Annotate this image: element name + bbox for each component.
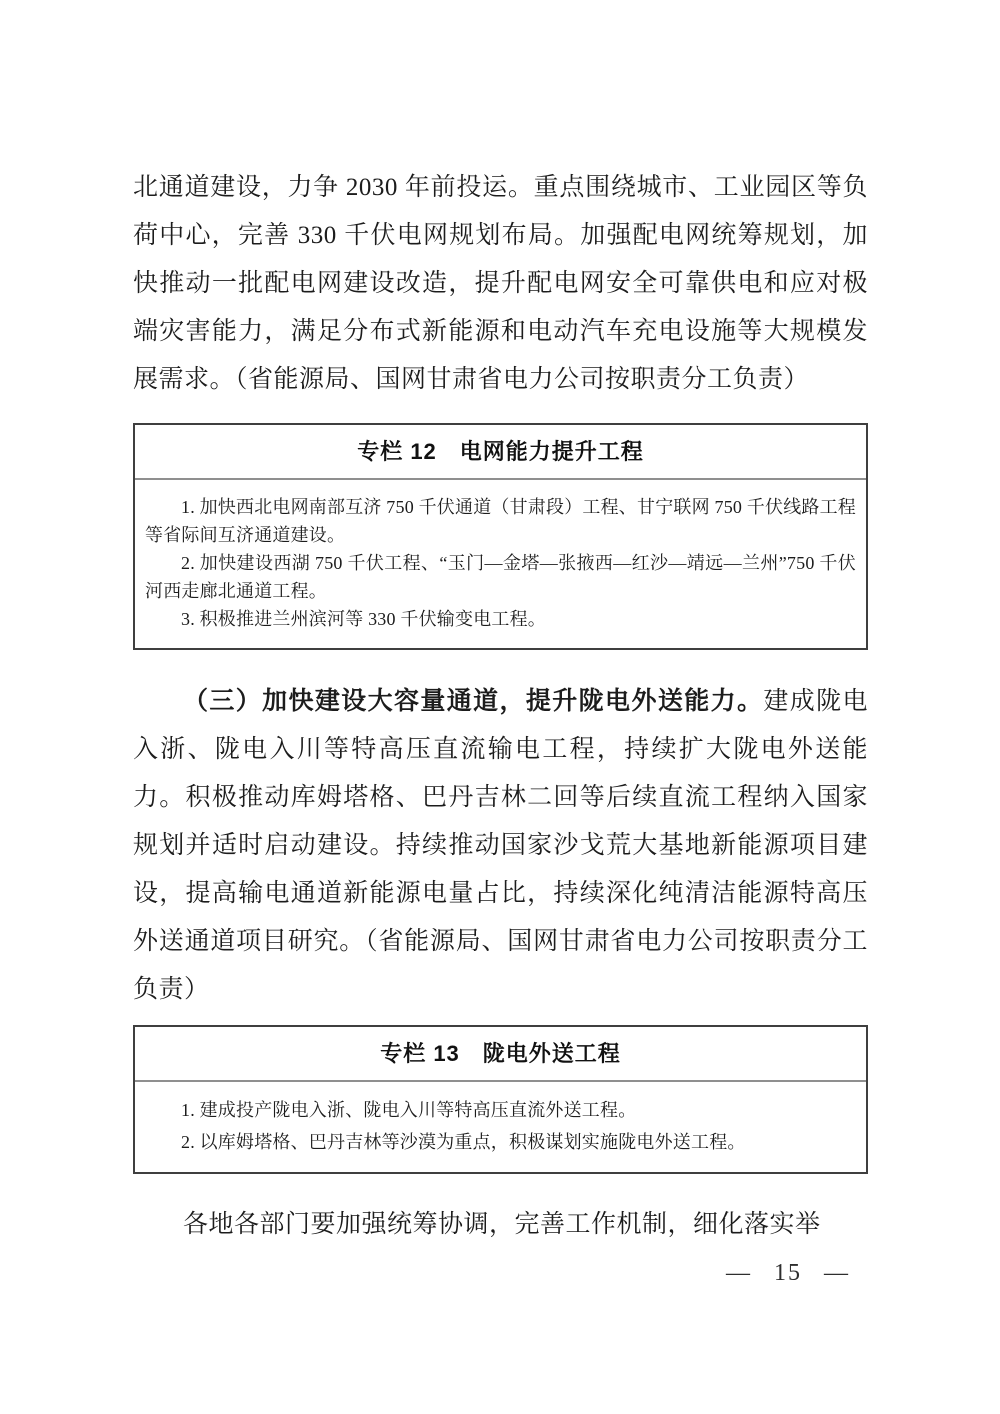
feature-box-12-body — [135, 480, 866, 648]
feature-box-13-title: 专栏 13 陇电外送工程 — [135, 1027, 866, 1082]
feature-box-13-item-1: 1. 建成投产陇电入浙、陇电入川等特高压直流外送工程。 — [181, 1100, 637, 1120]
paragraph-section-3-body: 建成陇电入浙、陇电入川等特高压直流输电工程，持续扩大陇电外送能力。积极推动库姆塔格、巴丹吉林二回等后续直流工程纳入国家规划并适时启动建设。持续推动国家沙戈荒大基地新能源项目建设，提高输电通道新能源电量占比，持续深化纯清洁能源特高压外送通道项目研究。（省能源局、国网甘肃省电力公司按职责分工负责） — [133, 688, 868, 1003]
feature-box-12 — [133, 423, 868, 650]
feature-box-12-item-3: 3. 积极推进兰州滨河等 330 千伏输变电工程。 — [181, 609, 546, 629]
feature-box-13-item-2: 2. 以库姆塔格、巴丹吉林等沙漠为重点，积极谋划实施陇电外送工程。 — [181, 1132, 746, 1152]
paragraph-grid-planning: 北通道建设，力争 2030 年前投运。重点围绕城市、工业园区等负荷中心，完善 330 千伏电网规划布局。加强配电网统筹规划，加快推动一批配电网建设改造，提升配电网安全可靠供电和应对极端灾害能力，满足分布式新能源和电动汽车充电设施等大规模发展需求。（省能源局、国网甘肃省电力公司按职责分工负责） — [133, 174, 868, 393]
page-number: — 15 — — [726, 1260, 850, 1286]
feature-box-13-body — [135, 1082, 866, 1172]
paragraph-section-3-heading: （三）加快建设大容量通道，提升陇电外送能力。 — [183, 688, 764, 715]
feature-box-12-item-2: 2. 加快建设西湖 750 千伏工程、“玉门—金塔—张掖西—红沙—靖远—兰州”750 千伏河西走廊北通道工程。 — [145, 553, 856, 601]
feature-box-12-title: 专栏 12 电网能力提升工程 — [135, 425, 866, 480]
feature-box-12-item-1: 1. 加快西北电网南部互济 750 千伏通道（甘肃段）工程、甘宁联网 750 千伏线路工程等省际间互济通道建设。 — [145, 497, 856, 545]
feature-box-13 — [133, 1025, 868, 1174]
paragraph-section-3 — [133, 678, 868, 1014]
closing-paragraph: 各地各部门要加强统筹协调，完善工作机制，细化落实举 — [183, 1211, 821, 1238]
page-content — [133, 0, 868, 1287]
